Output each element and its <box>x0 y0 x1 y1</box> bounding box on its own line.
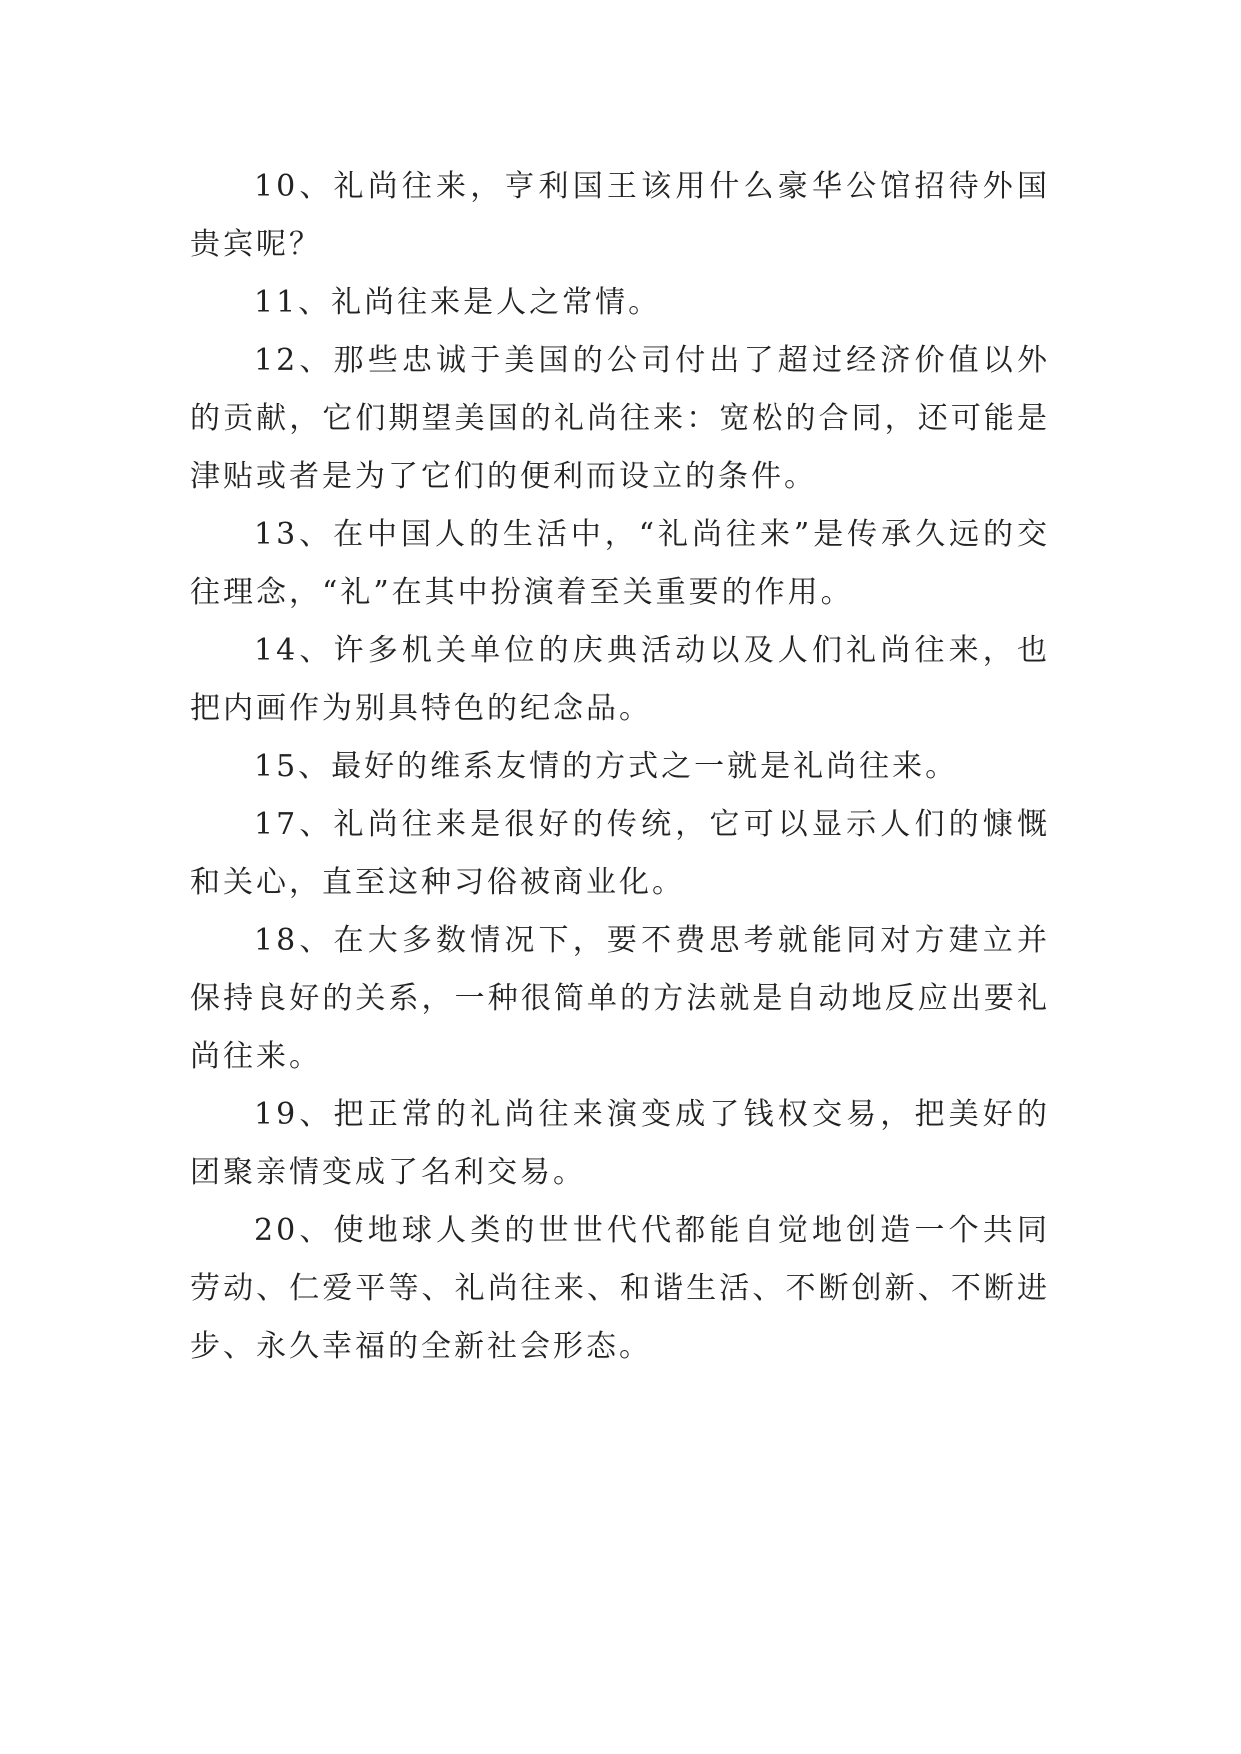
paragraph-19: 19、把正常的礼尚往来演变成了钱权交易，把美好的团聚亲情变成了名利交易。 <box>190 1097 1050 1190</box>
paragraph-20: 20、使地球人类的世世代代都能自觉地创造一个共同劳动、仁爱平等、礼尚往来、和谐生活、不断创新、不断进步、永久幸福的全新社会形态。 <box>190 1213 1050 1364</box>
paragraph-18: 18、在大多数情况下，要不费思考就能同对方建立并保持良好的关系，一种很简单的方法就是自动地反应出要礼尚往来。 <box>190 923 1050 1074</box>
paragraph-14: 14、许多机关单位的庆典活动以及人们礼尚往来，也把内画作为别具特色的纪念品。 <box>190 633 1050 726</box>
document-body <box>190 158 1050 1376</box>
paragraph-15: 15、最好的维系友情的方式之一就是礼尚往来。 <box>254 749 959 784</box>
paragraph-12: 12、那些忠诚于美国的公司付出了超过经济价值以外的贡献，它们期望美国的礼尚往来：宽松的合同，还可能是津贴或者是为了它们的便利而设立的条件。 <box>190 343 1050 494</box>
paragraph-10: 10、礼尚往来，亨利国王该用什么豪华公馆招待外国贵宾呢？ <box>190 169 1050 262</box>
paragraph-13: 13、在中国人的生活中，“礼尚往来”是传承久远的交往理念，“礼”在其中扮演着至关重要的作用。 <box>190 517 1050 610</box>
paragraph-17: 17、礼尚往来是很好的传统，它可以显示人们的慷慨和关心，直至这种习俗被商业化。 <box>190 807 1050 900</box>
paragraph-11: 11、礼尚往来是人之常情。 <box>254 285 662 320</box>
